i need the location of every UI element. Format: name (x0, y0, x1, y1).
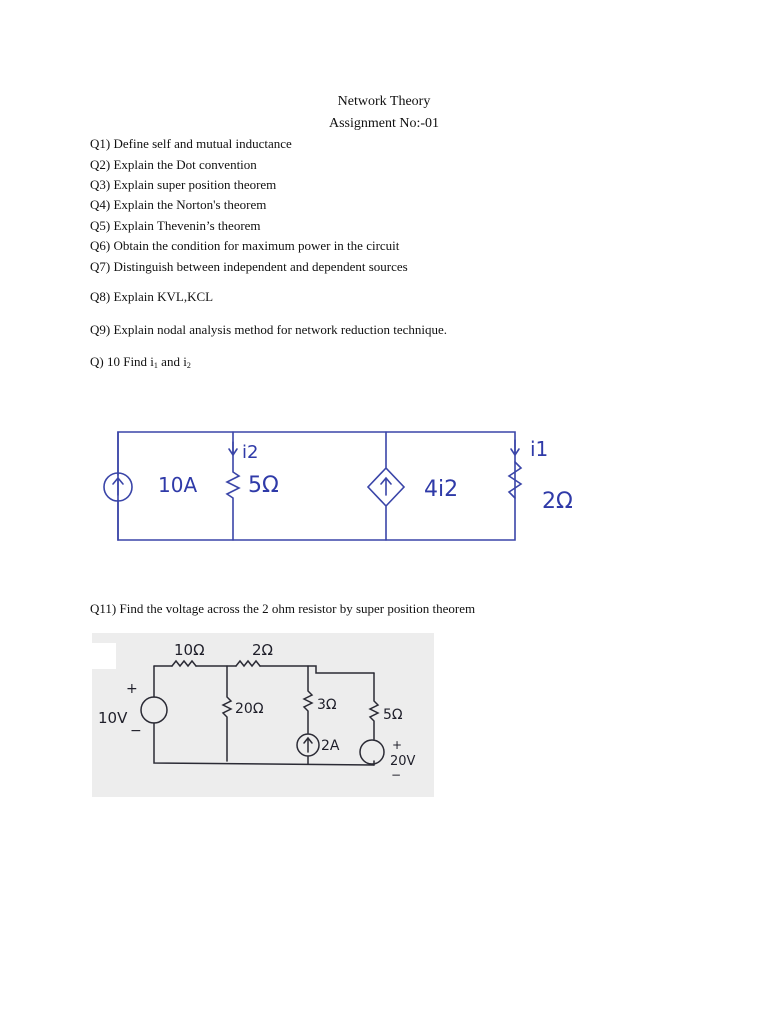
r2-label: 2Ω (542, 489, 573, 514)
q10-sub1: 1 (153, 361, 158, 370)
question-7: Q7) Distinguish between independent and dependent sources (90, 259, 408, 274)
current-arrow-i2 (229, 442, 237, 455)
q10-sub2: 2 (186, 361, 191, 370)
r-shunt3-label: 5Ω (383, 707, 403, 723)
question-1: Q1) Define self and mutual inductance (90, 136, 292, 151)
cs-label: 2A (321, 738, 340, 754)
question-8: Q8) Explain KVL,KCL (90, 289, 214, 304)
vs2-label: 20V (390, 754, 416, 769)
question-4: Q4) Explain the Norton's theorem (90, 197, 267, 212)
vs2-plus: + (392, 738, 403, 752)
circuit-diagram-2 (92, 633, 434, 797)
question-3: Q3) Explain super position theorem (90, 177, 277, 192)
r-shunt2-label: 3Ω (317, 697, 337, 713)
current-label-i2: i2 (242, 442, 259, 463)
question-2: Q2) Explain the Dot convention (90, 157, 257, 172)
r1-label: 5Ω (248, 473, 279, 498)
r-shunt1-label: 20Ω (235, 701, 264, 717)
r-series1-label: 10Ω (174, 641, 205, 659)
vs-minus: − (130, 723, 142, 739)
current-arrow-i1 (511, 440, 519, 455)
current-label-i1: i1 (530, 437, 549, 461)
doc-title: Network Theory (337, 94, 431, 109)
circuit-diagram-1 (90, 420, 630, 560)
question-6: Q6) Obtain the condition for maximum power in the circuit (90, 238, 400, 253)
dep-source-label: 4i2 (424, 477, 459, 502)
question-11: Q11) Find the voltage across the 2 ohm resistor by super position theorem (90, 601, 476, 616)
q10-prefix: Q) 10 Find i (90, 354, 154, 369)
vs2-minus: − (391, 768, 402, 782)
question-5: Q5) Explain Thevenin’s theorem (90, 218, 261, 233)
question-9: Q9) Explain nodal analysis method for network reduction technique. (90, 322, 448, 337)
r-series2-label: 2Ω (252, 641, 274, 659)
photo-patch (92, 643, 116, 669)
vs-label: 10V (98, 709, 128, 727)
vs-plus: + (126, 681, 138, 697)
q10-mid: and i (157, 354, 187, 369)
source-arrow-icon (113, 478, 123, 495)
doc-subtitle: Assignment No:-01 (328, 116, 440, 131)
source-label: 10A (158, 473, 198, 497)
dep-source-arrow-icon (381, 478, 391, 495)
question-10 (90, 354, 191, 370)
